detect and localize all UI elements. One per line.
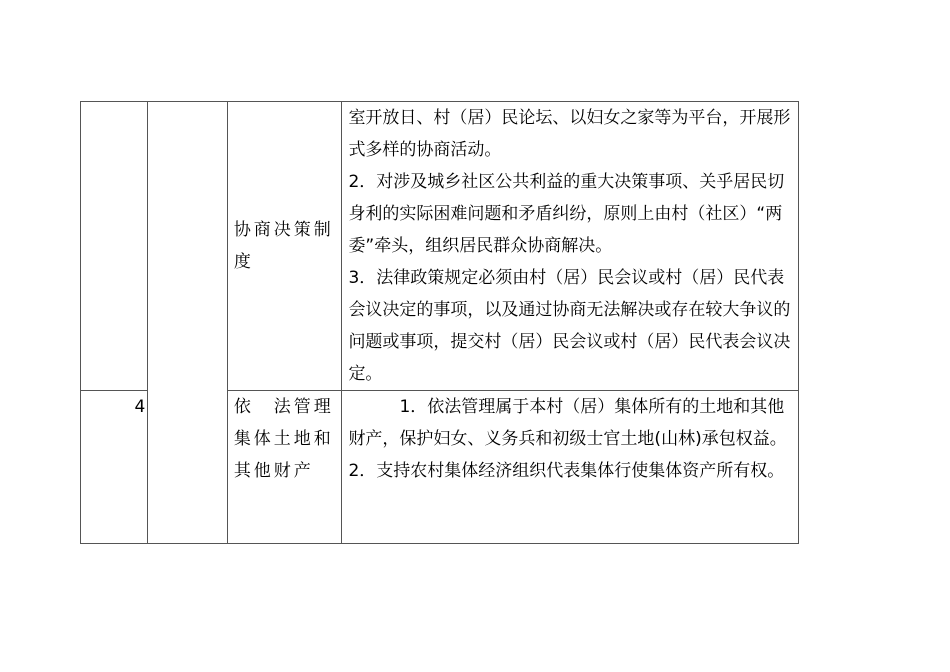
category-cell bbox=[148, 102, 227, 544]
content-paragraph: 2．支持农村集体经济组织代表集体行使集体资产所有权。 bbox=[348, 461, 785, 481]
content-paragraph: 3．法律政策规定必须由村（居）民会议或村（居）民代表会议决定的事项，以及通过协商无法解决或存在较大争议的问题或事项，提交村（居）民会议或村（居）民代表会议决定。 bbox=[348, 268, 791, 384]
item-content-cell bbox=[342, 102, 799, 391]
item-content-cell bbox=[342, 391, 799, 544]
item-name-cell: 依 法管理集体土地和其他财产 bbox=[227, 391, 342, 544]
row-number-cell bbox=[81, 102, 148, 391]
content-paragraph: 室开放日、村（居）民论坛、以妇女之家等为平台，开展形式多样的协商活动。 bbox=[348, 108, 791, 160]
content-paragraph: 2．对涉及城乡社区公共利益的重大决策事项、关乎居民切身利的实际困难问题和矛盾纠纷，原则上由村（社区）“两委”牵头，组织居民群众协商解决。 bbox=[348, 172, 785, 256]
policy-table bbox=[80, 101, 799, 544]
content-paragraph: 1．依法管理属于本村（居）集体所有的土地和其他财产，保护妇女、义务兵和初级士官土地(山林)承包权益。 bbox=[348, 397, 787, 449]
item-name-cell: 协商决策制度 bbox=[227, 102, 342, 391]
row-number-cell: 4 bbox=[81, 391, 148, 544]
table-row bbox=[81, 102, 799, 391]
